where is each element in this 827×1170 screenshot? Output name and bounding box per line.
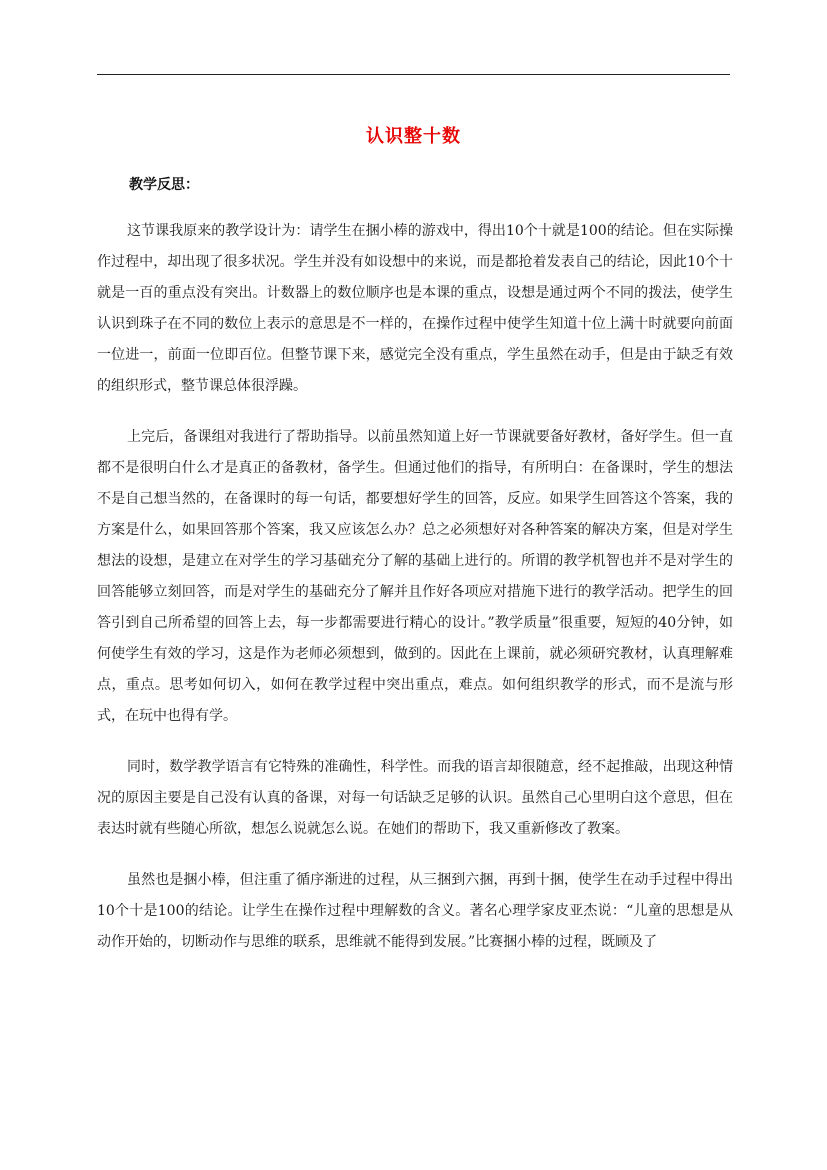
paragraph-4: 虽然也是捆小棒，但注重了循序渐进的过程，从三捆到六捆，再到十捆，使学生在动手过程中得出10个十是100的结论。让学生在操作过程中理解数的含义。著名心理学家皮亚杰说：“儿童的思想是从动作开始的，切断动作与思维的联系，思维就不能得到发展。”比赛捆小棒的过程，既顾及了 [97, 872, 733, 950]
paragraph-3: 同时，数学教学语言有它特殊的准确性，科学性。而我的语言却很随意，经不起推敲，出现这种情况的原因主要是自己没有认真的备课，对每一句话缺乏足够的认识。虽然自己心里明白这个意思，但在表达时就有些随心所欲，想怎么说就怎么说。在她们的帮助下，我又重新修改了教案。 [97, 759, 733, 837]
section-label: 教学反思： [129, 177, 199, 193]
paragraph-1: 这节课我原来的教学设计为：请学生在捆小棒的游戏中，得出10个十就是100的结论。但在实际操作过程中，却出现了很多状况。学生并没有如设想中的来说，而是都抢着发表自己的结论，因此10个十就是一百的重点没有突出。计数器上的数位顺序也是本课的重点，设想是通过两个不同的拨法，使学生认识到珠子在不同的数位上表示的意思是不一样的，在操作过程中使学生知道十位上满十时就要向前面一位进一，前面一位即百位。但整节课下来，感觉完全没有重点，学生虽然在动手，但是由于缺乏有效的组织形式，整节课总体很浮躁。 [97, 223, 733, 394]
paragraph-2: 上完后，备课组对我进行了帮助指导。以前虽然知道上好一节课就要备好教材，备好学生。但一直都不是很明白什么才是真正的备教材，备学生。但通过他们的指导，有所明白：在备课时，学生的想法不是自己想当然的，在备课时的每一句话，都要想好学生的回答，反应。如果学生回答这个答案，我的方案是什么，如果回答那个答案，我又应该怎么办？总之必须想好对各种答案的解决方案，但是对学生想法的设想，是建立在对学生的学习基础充分了解的基础上进行的。所谓的教学机智也并不是对学生的回答能够立刻回答，而是对学生的基础充分了解并且作好各项应对措施下进行的教学活动。把学生的回答引到自己所希望的回答上去，每一步都需要进行精心的设计。”教学质量”很重要，短短的40分钟，如何使学生有效的学习，这是作为老师必须想到，做到的。因此在上课前，就必须研究教材，认真理解难点，重点。思考如何切入，如何在教学过程中突出重点，难点。如何组织教学的形式，而不是流与形式，在玩中也得有学。 [97, 429, 733, 724]
document-title: 认识整十数 [366, 126, 461, 147]
document-body [97, 216, 733, 978]
header-divider [97, 74, 730, 75]
